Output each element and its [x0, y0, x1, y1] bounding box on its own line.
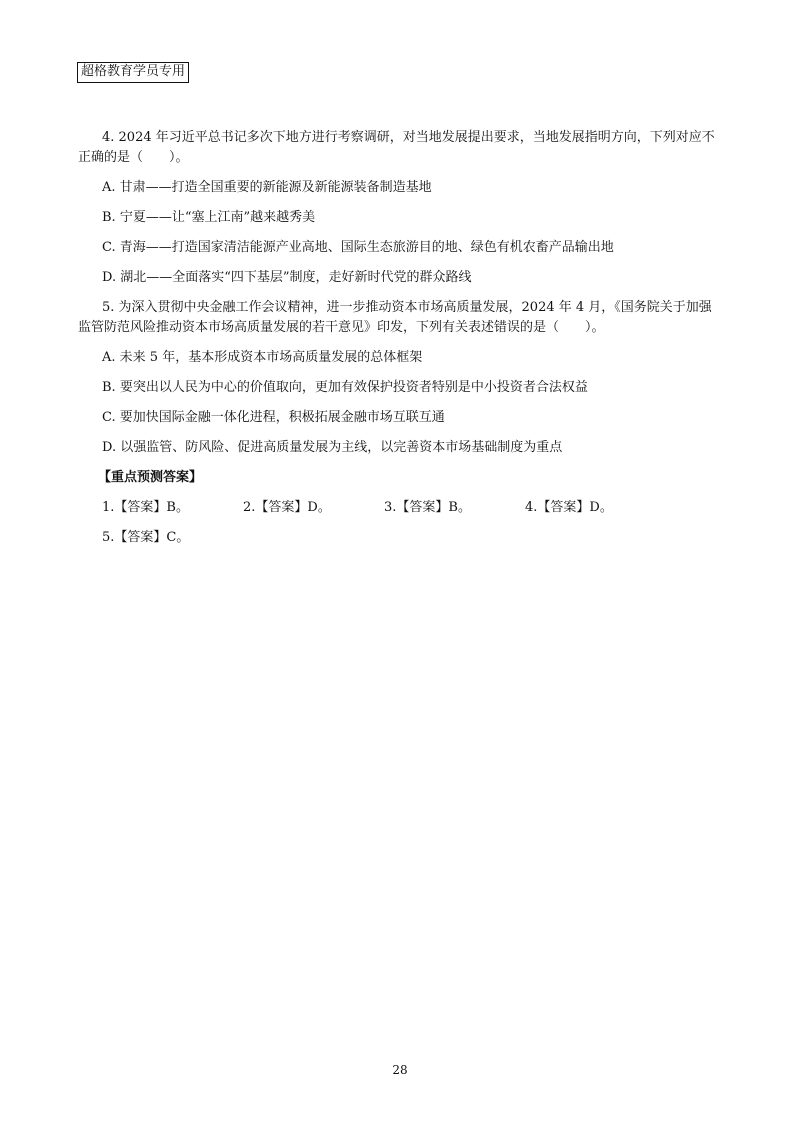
answers-heading: 【重点预测答案】	[98, 470, 203, 485]
answer-5: 5.【答案】C。	[102, 530, 190, 545]
answers-row-1	[102, 498, 722, 528]
question-4-option-c: C. 青海——打造国家清洁能源产业高地、国际生态旅游目的地、绿色有机农畜产品输出地	[102, 240, 614, 255]
answer-1: 1.【答案】B。	[102, 500, 189, 515]
question-5	[78, 298, 722, 468]
answer-4: 4.【答案】D。	[525, 500, 613, 515]
answers-row-2	[102, 528, 722, 558]
question-4	[78, 128, 722, 298]
question-5-option-b: B. 要突出以人民为中心的价值取向，更加有效保护投资者特别是中小投资者合法权益	[102, 380, 588, 395]
question-4-stem-line-2: 正确的是（ ）。	[78, 150, 189, 165]
question-4-option-a: A. 甘肃——打造全国重要的新能源及新能源装备制造基地	[102, 180, 432, 195]
question-4-stem-line-1: 4. 2024 年习近平总书记多次下地方进行考察调研，对当地发展提出要求，当地发展指明方向，下列对应不	[102, 130, 715, 145]
document-body	[78, 128, 722, 558]
question-5-option-a: A. 未来 5 年，基本形成资本市场高质量发展的总体框架	[102, 350, 423, 365]
page-number: 28	[392, 1063, 408, 1077]
question-5-option-d: D. 以强监管、防风险、促进高质量发展为主线，以完善资本市场基础制度为重点	[102, 440, 563, 455]
question-5-stem-line-2: 监管防范风险推动资本市场高质量发展的若干意见》印发，下列有关表述错误的是（ ）。	[78, 320, 605, 335]
answer-2: 2.【答案】D。	[243, 500, 331, 515]
header-label: 超格教育学员专用	[77, 62, 189, 83]
question-5-option-c: C. 要加快国际金融一体化进程，积极拓展金融市场互联互通	[102, 410, 445, 425]
question-4-option-d: D. 湖北——全面落实“四下基层”制度，走好新时代党的群众路线	[102, 270, 472, 285]
question-4-option-b: B. 宁夏——让“塞上江南”越来越秀美	[102, 210, 316, 225]
answer-3: 3.【答案】B。	[384, 500, 471, 515]
question-5-stem-line-1: 5. 为深入贯彻中央金融工作会议精神，进一步推动资本市场高质量发展，2024 年 4 月，《国务院关于加强	[102, 300, 712, 315]
